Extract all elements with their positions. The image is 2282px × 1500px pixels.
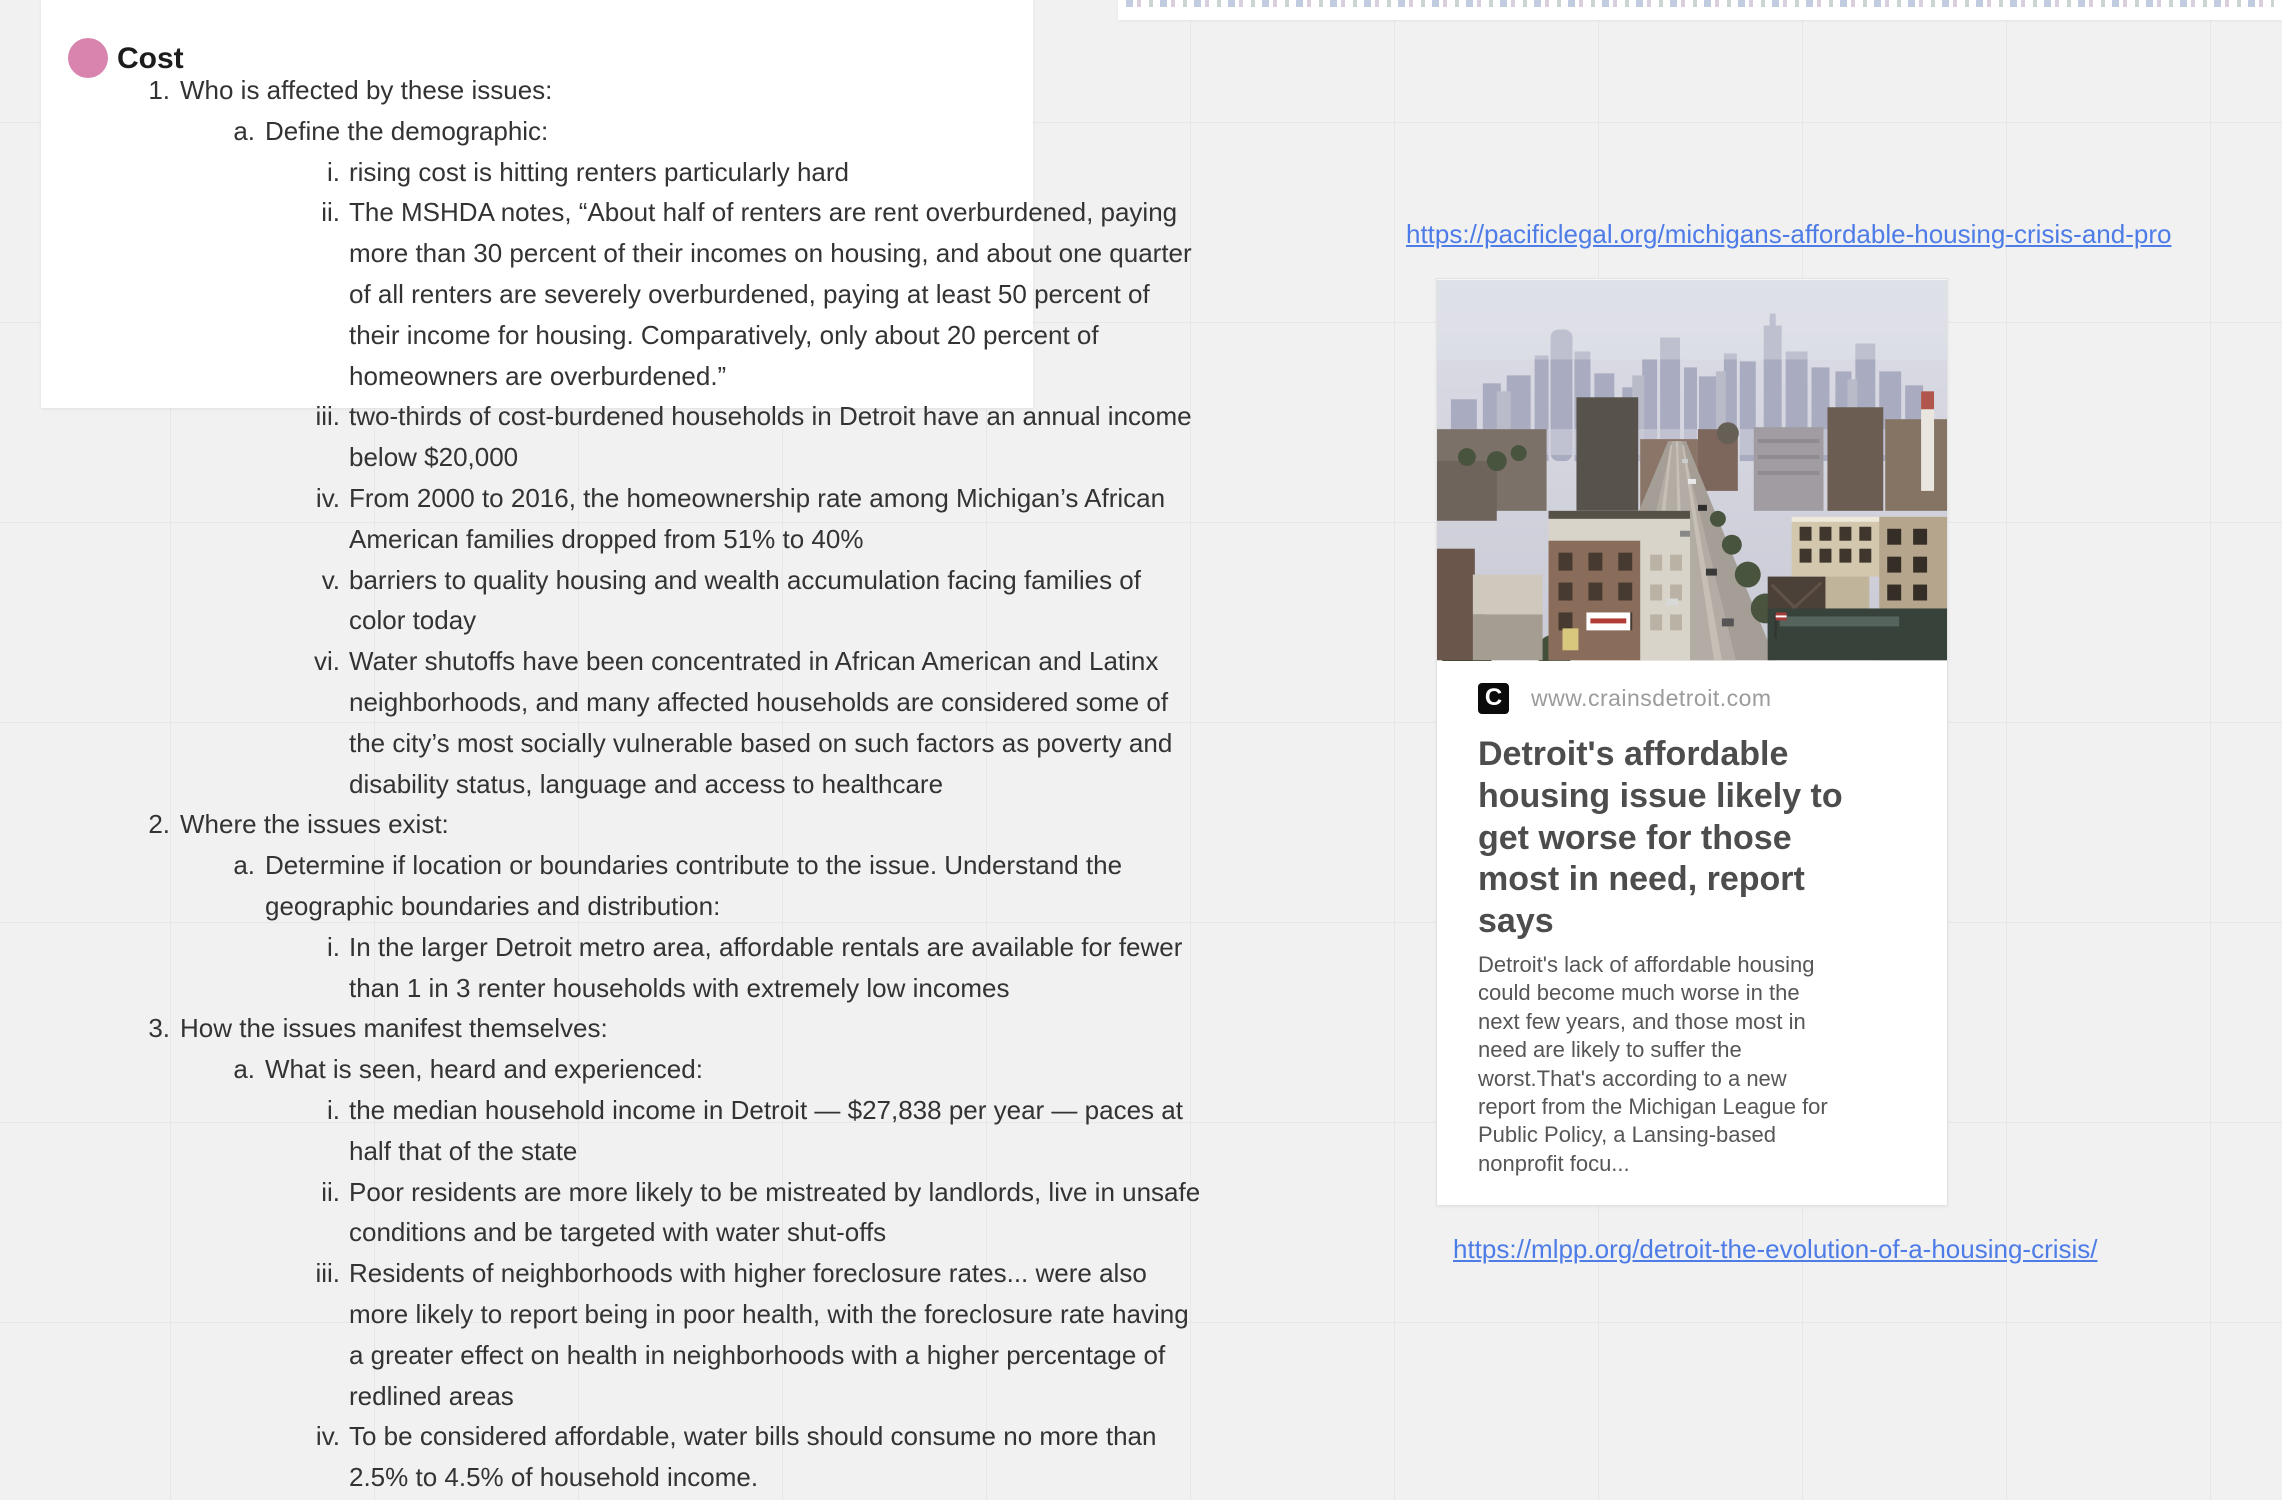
outline-line — [0, 519, 1560, 560]
article-description-line: next few years, and those most in — [1478, 1008, 1806, 1034]
outline-list — [0, 70, 1560, 1498]
outline-line — [0, 1090, 1560, 1131]
outline-text: How the issues manifest themselves: — [180, 1013, 608, 1044]
outline-marker: iii. — [315, 401, 340, 432]
top-right-card-strip[interactable] — [1118, 0, 2282, 20]
outline-text: two-thirds of cost-burdened households in Detroit have an annual income — [349, 401, 1192, 432]
outline-text: half that of the state — [349, 1135, 578, 1166]
detroit-skyline-photo — [1437, 279, 1947, 661]
outline-line — [0, 723, 1560, 764]
article-title — [1478, 734, 1918, 943]
outline-line — [0, 111, 1560, 152]
outline-text: rising cost is hitting renters particularly hard — [349, 156, 849, 187]
outline-text: In the larger Detroit metro area, affordable rentals are available for fewer — [349, 931, 1183, 962]
article-preview-card[interactable] — [1436, 278, 1948, 1206]
outline-marker: i. — [327, 156, 340, 187]
outline-line — [0, 968, 1560, 1009]
outline-text: more likely to report being in poor health, with the foreclosure rate having — [349, 1298, 1189, 1329]
outline-text: more than 30 percent of their incomes on housing, and about one quarter — [349, 238, 1192, 269]
outline-line — [0, 1294, 1560, 1335]
outline-text: To be considered affordable, water bills should consume no more than — [349, 1421, 1157, 1452]
outline-text: below $20,000 — [349, 442, 519, 473]
outline-line — [0, 1008, 1560, 1049]
article-description-line: nonprofit focu... — [1478, 1150, 1630, 1176]
article-description-line: could become much worse in the — [1478, 980, 1800, 1006]
cost-card-title: Cost — [117, 42, 184, 75]
article-description — [1478, 951, 1898, 1178]
article-description-line: worst.That's according to a new — [1478, 1065, 1787, 1091]
outline-text: geographic boundaries and distribution: — [265, 890, 721, 921]
outline-marker: iv. — [315, 1421, 340, 1452]
outline-line — [0, 845, 1560, 886]
outline-line — [0, 478, 1560, 519]
outline-line — [0, 927, 1560, 968]
outline-text: conditions and be targeted with water shut-offs — [349, 1217, 887, 1248]
outline-marker: a. — [233, 115, 255, 146]
outline-text: Define the demographic: — [265, 115, 549, 146]
outline-text: disability status, language and access to healthcare — [349, 768, 944, 799]
outline-marker: a. — [233, 1054, 255, 1085]
outline-text: From 2000 to 2016, the homeownership rate among Michigan’s African — [349, 482, 1166, 513]
clipped-text-remnant — [1126, 0, 2274, 7]
outline-text: redlined areas — [349, 1380, 514, 1411]
outline-line — [0, 804, 1560, 845]
outline-text: Residents of neighborhoods with higher foreclosure rates... were also — [349, 1258, 1147, 1289]
outline-line — [0, 600, 1560, 641]
outline-marker: iii. — [315, 1258, 340, 1289]
outline-text: homeowners are overburdened.” — [349, 360, 727, 391]
outline-line — [0, 315, 1560, 356]
outline-line — [0, 682, 1560, 723]
article-title-line: says — [1478, 902, 1554, 941]
outline-text: Water shutoffs have been concentrated in African American and Latinx — [349, 646, 1159, 677]
outline-marker: a. — [233, 850, 255, 881]
article-title-line: get worse for those — [1478, 818, 1792, 857]
outline-line — [0, 1049, 1560, 1090]
article-domain: www.crainsdetroit.com — [1531, 684, 1772, 711]
outline-text: the median household income in Detroit — $27,838 per year — paces at — [349, 1094, 1183, 1125]
outline-line — [0, 560, 1560, 601]
outline-line — [0, 274, 1560, 315]
outline-marker: ii. — [321, 1176, 340, 1207]
article-description-line: need are likely to suffer the — [1478, 1037, 1742, 1063]
outline-text: 2.5% to 4.5% of household income. — [349, 1462, 759, 1493]
outline-text: than 1 in 3 renter households with extremely low incomes — [349, 972, 1010, 1003]
article-title-line: housing issue likely to — [1478, 776, 1843, 815]
outline-line — [0, 1172, 1560, 1213]
outline-text: What is seen, heard and experienced: — [265, 1054, 703, 1085]
outline-text: Determine if location or boundaries contribute to the issue. Understand the — [265, 850, 1123, 881]
outline-line — [0, 1457, 1560, 1498]
outline-text: American families dropped from 51% to 40% — [349, 523, 864, 554]
mlpp-link[interactable]: https://mlpp.org/detroit-the-evolution-of-a-housing-crisis/ — [1453, 1234, 2098, 1264]
outline-text: The MSHDA notes, “About half of renters are rent overburdened, paying — [349, 197, 1178, 228]
outline-line — [0, 1416, 1560, 1457]
outline-line — [0, 1335, 1560, 1376]
outline-line — [0, 1212, 1560, 1253]
outline-text: Who is affected by these issues: — [180, 75, 553, 105]
pacificlegal-link[interactable]: https://pacificlegal.org/michigans-affordable-housing-crisis-and-pro — [1406, 219, 2172, 249]
outline-marker: 3. — [148, 1013, 170, 1044]
article-description-line: Detroit's lack of affordable housing — [1478, 952, 1815, 977]
outline-line — [0, 437, 1560, 478]
outline-marker: v. — [321, 564, 340, 595]
outline-marker: ii. — [321, 197, 340, 228]
outline-line — [0, 1131, 1560, 1172]
outline-text: barriers to quality housing and wealth accumulation facing families of — [349, 564, 1141, 595]
outline-text: the city’s most socially vulnerable based on such factors as poverty and — [349, 727, 1173, 758]
outline-line — [0, 356, 1560, 397]
article-title-line: most in need, report — [1478, 860, 1805, 899]
outline-marker: i. — [327, 1094, 340, 1125]
article-description-line: report from the Michigan League for — [1478, 1094, 1828, 1120]
outline-text: of all renters are severely overburdened, paying at least 50 percent of — [349, 278, 1150, 309]
outline-line — [0, 764, 1560, 805]
outline-text: Poor residents are more likely to be mistreated by landlords, live in unsafe — [349, 1176, 1201, 1207]
outline-marker: 2. — [148, 809, 170, 840]
outline-line — [0, 396, 1560, 437]
crains-favicon-icon: C — [1478, 683, 1509, 714]
outline-line — [0, 1253, 1560, 1294]
outline-line — [0, 152, 1560, 193]
outline-text: color today — [349, 605, 477, 636]
article-title-line: Detroit's affordable — [1478, 735, 1789, 773]
outline-text: neighborhoods, and many affected households are considered some of — [349, 686, 1169, 717]
outline-text: Where the issues exist: — [180, 809, 449, 840]
outline-line — [0, 886, 1560, 927]
article-description-line: Public Policy, a Lansing-based — [1478, 1122, 1776, 1148]
outline-marker: 1. — [148, 75, 170, 105]
outline-marker: i. — [327, 931, 340, 962]
outline-line — [0, 1376, 1560, 1417]
outline-line — [0, 233, 1560, 274]
outline-text: their income for housing. Comparatively, only about 20 percent of — [349, 319, 1099, 350]
outline-line — [0, 70, 1560, 111]
outline-line — [0, 192, 1560, 233]
outline-marker: iv. — [315, 482, 340, 513]
outline-text: a greater effect on health in neighborhoods with a higher percentage of — [349, 1339, 1166, 1370]
outline-marker: vi. — [314, 646, 340, 677]
outline-line — [0, 641, 1560, 682]
